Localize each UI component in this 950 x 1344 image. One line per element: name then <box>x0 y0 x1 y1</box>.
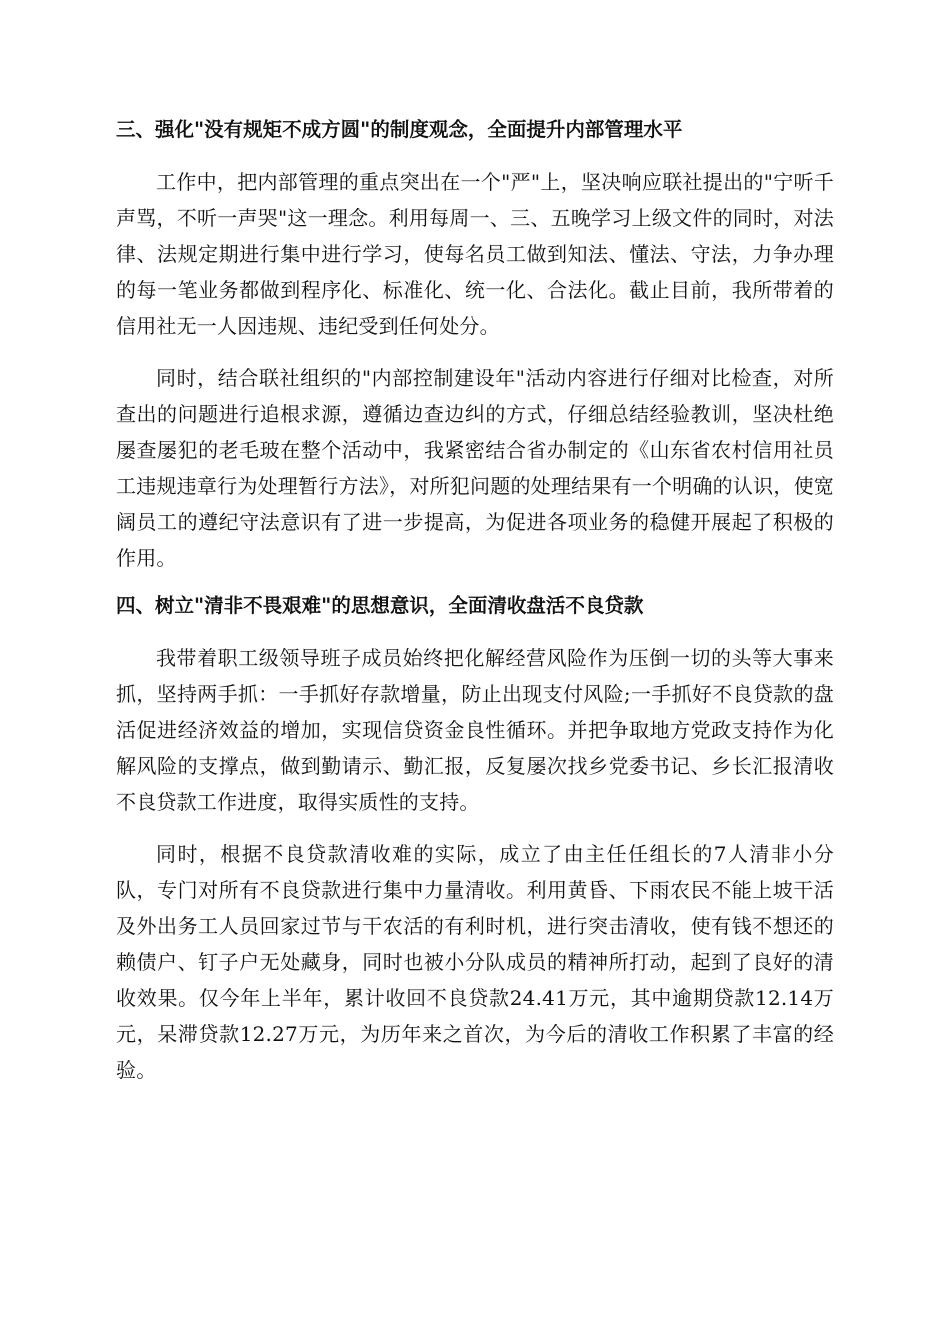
document-body <box>116 112 834 1088</box>
paragraph: 我带着职工级领导班子成员始终把化解经营风险作为压倒一切的头等大事来抓，坚持两手抓：一手抓好存款增量，防止出现支付风险;一手抓好不良贷款的盘活促进经济效益的增加，实现信贷资金良性循环。并把争取地方党政支持作为化解风险的支撑点，做到勤请示、勤汇报，反复屡次找乡党委书记、乡长汇报清收不良贷款工作进度，取得实质性的支持。 <box>116 646 834 814</box>
paragraph: 同时，根据不良贷款清收难的实际，成立了由主任任组长的7人清非小分队，专门对所有不良贷款进行集中力量清收。利用黄昏、下雨农民不能上坡干活及外出务工人员回家过节与干农活的有利时机，进行突击清收，使有钱不想还的赖债户、钉子户无处藏身，同时也被小分队成员的精神所打动，起到了良好的清收效果。仅今年上半年，累计收回不良贷款24.41万元，其中逾期贷款12.14万元，呆滞贷款12.27万元，为历年来之首次，为今后的清收工作积累了丰富的经验。 <box>116 842 834 1082</box>
section-heading: 三、强化"没有规矩不成方圆"的制度观念，全面提升内部管理水平 <box>116 118 683 141</box>
paragraph: 同时，结合联社组织的"内部控制建设年"活动内容进行仔细对比检查，对所查出的问题进行追根求源，遵循边查边纠的方式，仔细总结经验教训，坚决杜绝屡查屡犯的老毛玻在整个活动中，我紧密结合省办制定的《山东省农村信用社员工违规违章行为处理暂行方法》，对所犯问题的处理结果有一个明确的认识，使宽阔员工的遵纪守法意识有了进一步提高，为促进各项业务的稳健开展起了积极的作用。 <box>116 366 834 570</box>
paragraph: 工作中，把内部管理的重点突出在一个"严"上，坚决响应联社提出的"宁听千声骂，不听一声哭"这一理念。利用每周一、三、五晚学习上级文件的同时，对法律、法规定期进行集中进行学习，使每名员工做到知法、懂法、守法，力争办理的每一笔业务都做到程序化、标准化、统一化、合法化。截止目前，我所带着的信用社无一人因违规、违纪受到任何处分。 <box>116 170 834 338</box>
section-heading: 四、树立"清非不畏艰难"的思想意识，全面清收盘活不良贷款 <box>116 594 644 617</box>
